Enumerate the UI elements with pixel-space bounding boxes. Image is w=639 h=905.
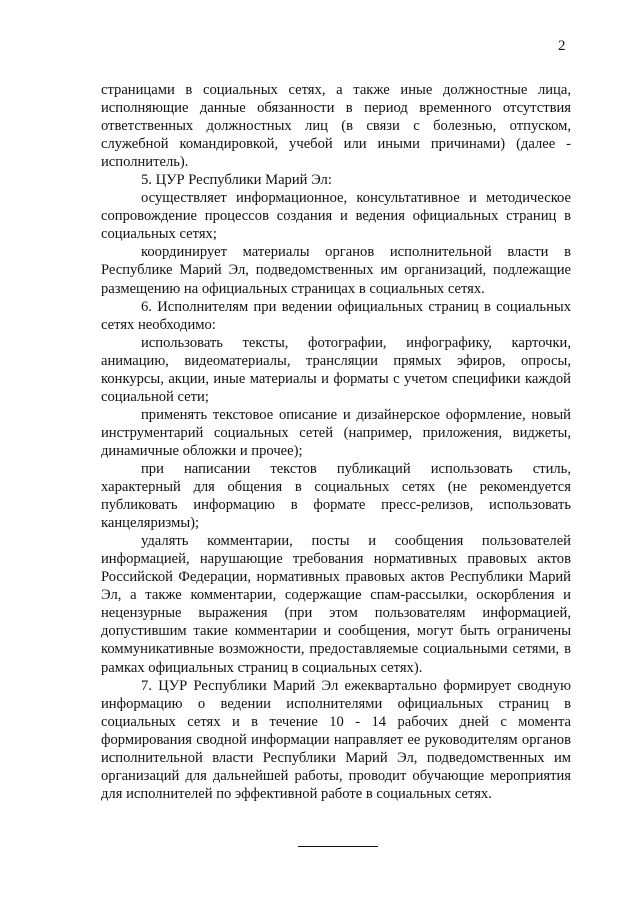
paragraph-delete-comments: удалять комментарии, посты и сообщения пользователей информацией, нарушающие требования нормативных правовых актов Российской Федерации, нормативных правовых актов Республики Марий Эл, а также комментарии, содержащие спам-рассылки, оскорбления и нецензурные выражения (при этом пользователям информацией, допустившим такие комментарии и сообщения, могут быть ограничены коммуникативные возможности, предоставляемые социальными сетями, в рамках официальных страниц в социальных сетях). [101, 533, 571, 676]
paragraph-section-7: 7. ЦУР Республики Марий Эл ежеквартально формирует сводную информацию о ведении исполнителями официальных страниц в социальных сетях и в течение 10 - 14 рабочих дней с момента формирования сводной информации направляет ее руководителям органов исполнительной власти Республики Марий Эл, подведомственных им организаций для дальнейшей работы, проводит обучающие мероприятия для исполнителей по эффективной работе в социальных сетях. [101, 677, 571, 802]
paragraph-design-tools: применять текстовое описание и дизайнерское оформление, новый инструментарий социальных сетей (например, приложения, виджеты, динамичные обложки и прочее); [101, 406, 571, 459]
end-divider-line [298, 846, 378, 847]
document-body [101, 81, 571, 803]
paragraph-continuation: страницами в социальных сетях, а также иные должностные лица, исполняющие данные обязанности в период временного отсутствия ответственных должностных лиц (в связи с болезнью, отпуском, служебной командировкой, учебой или иными причинами) (далее - исполнитель). [101, 82, 571, 171]
paragraph-section-6-heading: 6. Исполнителям при ведении официальных страниц в социальных сетях необходимо: [101, 298, 571, 333]
paragraph-section-5-heading: 5. ЦУР Республики Марий Эл: [141, 172, 332, 189]
page-number: 2 [558, 38, 566, 54]
paragraph-methodological-support: осуществляет информационное, консультативное и методическое сопровождение процессов создания и ведения официальных страниц в социальных сетях; [101, 190, 571, 243]
paragraph-use-content: использовать тексты, фотографии, инфографику, карточки, анимацию, видеоматериалы, трансляции прямых эфиров, опросы, конкурсы, акции, иные материалы и форматы с учетом специфики каждой социальной сети; [101, 334, 571, 405]
paragraph-coordination: координирует материалы органов исполнительной власти в Республике Марий Эл, подведомственных им организаций, подлежащие размещению на официальных страницах в социальных сетях. [101, 244, 571, 297]
paragraph-writing-style: при написании текстов публикаций использовать стиль, характерный для общения в социальных сетях (не рекомендуется публиковать информацию в формате пресс-релизов, использовать канцеляризмы); [101, 460, 571, 532]
